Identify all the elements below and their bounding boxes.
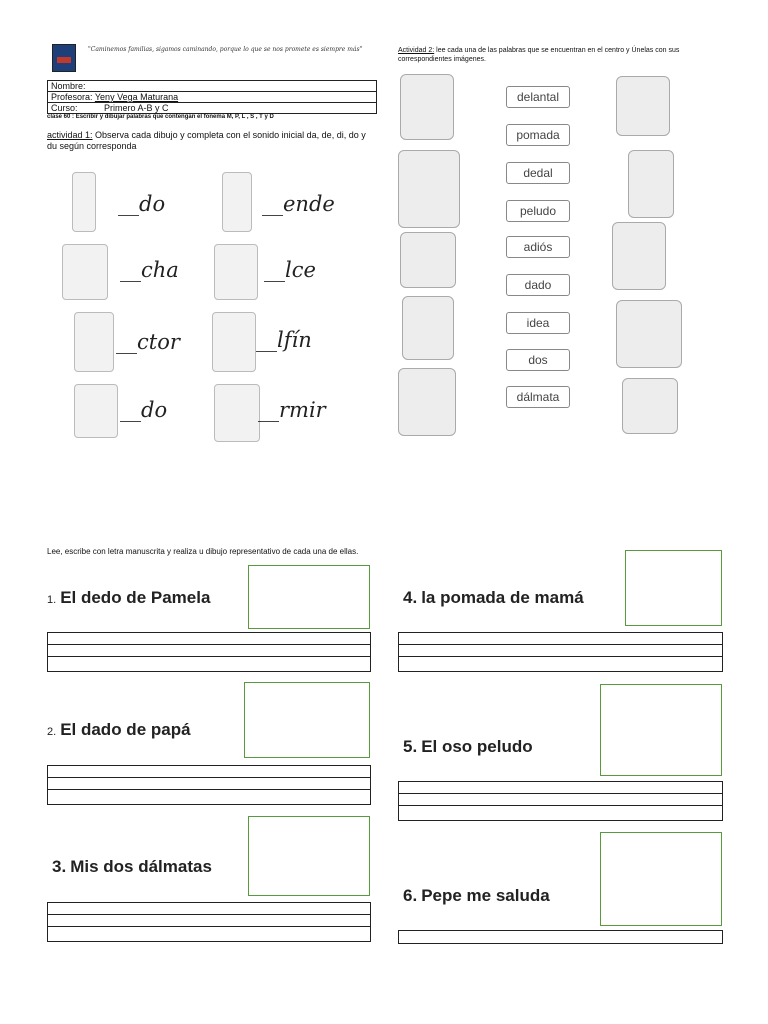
finger-picture [72, 172, 96, 232]
candy-picture [214, 244, 258, 300]
activity1-item: __do [120, 398, 168, 422]
word-box[interactable]: pomada [506, 124, 570, 146]
name-row[interactable]: Nombre: [48, 81, 377, 92]
course-row: Curso: Primero A-B y C [48, 103, 377, 114]
word-box[interactable]: dedal [506, 162, 570, 184]
vendor-picture [222, 172, 252, 232]
man-idea-picture [398, 150, 460, 228]
word-box[interactable]: dálmata [506, 386, 570, 408]
writing-lines-6[interactable] [398, 930, 723, 944]
dalmatian-picture [616, 300, 682, 368]
drawing-box-4[interactable] [625, 550, 722, 626]
clapping-hands-picture [400, 74, 454, 140]
sentence-5: 5. El oso peludo [403, 737, 533, 756]
sentence-4: 4. la pomada de mamá [403, 588, 584, 607]
word-box[interactable]: dado [506, 274, 570, 296]
sentence-1: 1. El dedo de Pamela [47, 588, 211, 607]
writing-lines-3[interactable] [47, 902, 371, 942]
class-title: clase 60 : Escribir y dibujar palabras que contengan el fonema M, P, L , S , T y D [47, 114, 274, 120]
activity1-item: __rmir [258, 398, 326, 422]
activity1-item: __cha [120, 258, 179, 282]
school-logo [52, 44, 76, 72]
word-box[interactable]: adiós [506, 236, 570, 258]
writing-lines-5[interactable] [398, 781, 723, 821]
activity1-instruction: actividad 1: Observa cada dibujo y completa con el sonido inicial da, de, di, do y du según corresponda [47, 130, 366, 151]
drawing-box-5[interactable] [600, 684, 722, 776]
writing-lines-2[interactable] [47, 765, 371, 805]
activity1-item: __ctor [116, 330, 180, 354]
student-info-table [47, 80, 377, 114]
activity1-item: __lce [264, 258, 316, 282]
sentence-2: 2. El dado de papá [47, 720, 191, 739]
word-box[interactable]: idea [506, 312, 570, 334]
peace-hand-picture [402, 296, 454, 360]
sleeping-picture [214, 384, 260, 442]
word-box[interactable]: peludo [506, 200, 570, 222]
drawing-box-2[interactable] [244, 682, 370, 758]
dinosaur-picture [628, 150, 674, 218]
word-box[interactable]: delantal [506, 86, 570, 108]
shower-picture [62, 244, 108, 300]
drawing-box-6[interactable] [600, 832, 722, 926]
activity2-instruction: Actividad 2: lee cada una de las palabras que se encuentran en el centro y Únelas con sus correspondientes imágenes. [398, 47, 680, 63]
dice-picture [74, 384, 118, 438]
hairy-monster-picture [398, 368, 456, 436]
dolphin-picture [212, 312, 256, 372]
apron-picture [612, 222, 666, 290]
activity1-item: __lfín [256, 328, 312, 352]
writing-lines-4[interactable] [398, 632, 723, 672]
dice-picture [622, 378, 678, 434]
writing-instruction: Lee, escribe con letra manuscrita y realiza u dibujo representativo de cada una de ellas. [47, 547, 359, 556]
teacher-row: Profesora: Yeny Vega Maturana [48, 92, 377, 103]
doctor-picture [74, 312, 114, 372]
drawing-box-1[interactable] [248, 565, 370, 629]
sentence-6: 6. Pepe me saluda [403, 886, 550, 905]
sentence-3: 3. Mis dos dálmatas [52, 857, 212, 876]
pomade-jar-picture [616, 76, 670, 136]
word-box[interactable]: dos [506, 349, 570, 371]
activity1-item: __do [118, 192, 166, 216]
activity1-item: __ende [262, 192, 335, 216]
writing-lines-1[interactable] [47, 632, 371, 672]
drawing-box-3[interactable] [248, 816, 370, 896]
header-quote: "Caminemos familias, sigamos caminando, porque lo que se nos promete es siempre más" [88, 46, 363, 53]
thimble-picture [400, 232, 456, 288]
